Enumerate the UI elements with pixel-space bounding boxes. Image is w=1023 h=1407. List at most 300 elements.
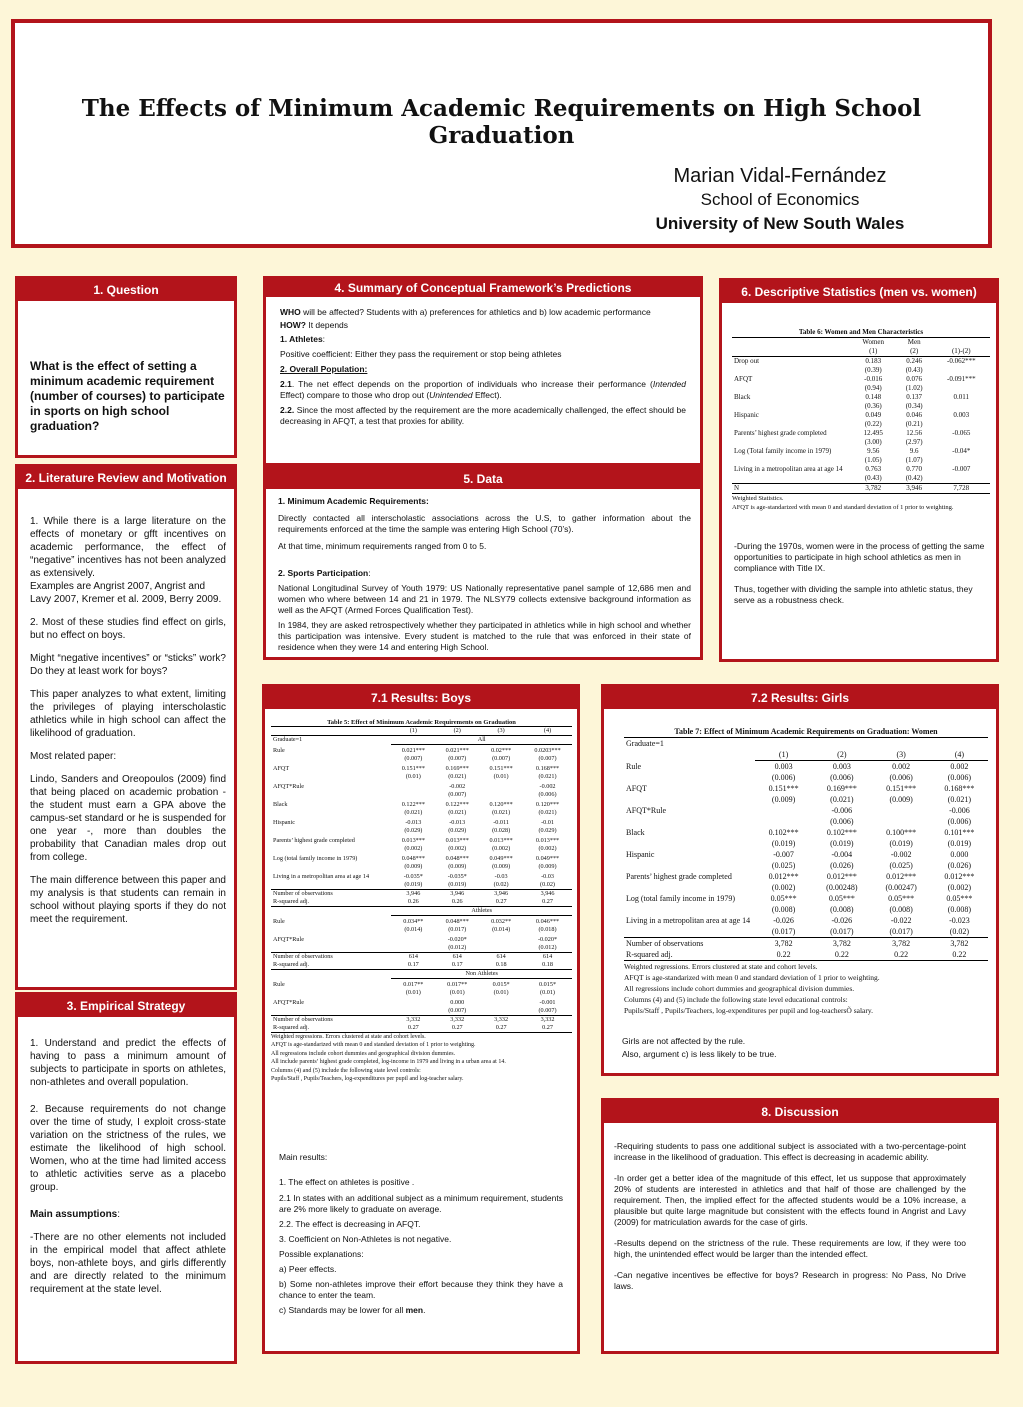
table7-value: -0.022 <box>890 916 912 925</box>
table6-se-row <box>732 474 990 484</box>
panel-results-boys <box>262 684 580 1354</box>
table7-se-row <box>624 882 988 893</box>
table5-se: (0.01) <box>449 989 465 996</box>
table6-value: 7,728 <box>933 484 990 494</box>
table-cell <box>271 791 391 799</box>
table5-value: 0.02*** <box>491 747 512 754</box>
table5-value: 0.049*** <box>489 855 513 862</box>
table5-se-row <box>271 827 572 835</box>
question-text: What is the effect of setting a minimum academic requirement (number of courses) to participate in sports on high school graduation? <box>30 359 225 433</box>
panel-question <box>15 276 237 458</box>
boys-main-results-title: Main results: <box>279 1152 328 1162</box>
table5-se: (0.002) <box>538 845 557 852</box>
table5-value <box>391 997 435 1007</box>
table7-se: (0.017) <box>830 927 854 936</box>
table5-row <box>271 997 572 1007</box>
literature-p2: 2. Most of these studies find effect on girls, but no effect on boys. <box>30 617 226 641</box>
table5-value: 0.013*** <box>445 837 469 844</box>
table7-value: 0.002 <box>950 762 969 771</box>
table7-note-5: Pupils/Staff , Pupils/Teachers, log-expenditures per pupil and log-teachersÕ salary. <box>624 1006 873 1015</box>
descriptive-p1: -During the 1970s, women were in the process of getting the same opportunities to participate in high school athletics as men in compliance with Title IX. <box>734 541 985 573</box>
table7-title: Table 7: Effect of Minimum Academic Requirements on Graduation: Women <box>674 727 938 736</box>
empirical-assumptions <box>30 1208 226 1221</box>
table6-se-row <box>732 420 990 429</box>
table5-se: (0.019) <box>448 881 467 888</box>
table5-value: 0.013*** <box>401 837 425 844</box>
table7-se: (0.006) <box>771 773 796 782</box>
table7-value: 0.012*** <box>944 872 975 881</box>
data-p2: At that time, minimum requirements ranged from 0 to 5. <box>278 541 487 551</box>
p21-intended: Intended <box>652 379 686 389</box>
table5-dep-label <box>271 907 391 916</box>
framework-how <box>280 320 686 331</box>
table6-se: (0.21) <box>905 420 923 428</box>
table5-obs: 3,946 <box>479 890 523 899</box>
table7-colnum: (4) <box>931 749 988 761</box>
table7-note-4: Columns (4) and (5) include the following state level educational controls: <box>624 995 848 1004</box>
boys-rc-line <box>279 1305 563 1316</box>
empirical-p1: 1. Understand and predict the effects of having to pass a minimum amount of subjects to participate in sports on athletes, non-athletes and overall population. <box>30 1038 226 1088</box>
table7-obs-row <box>624 938 988 950</box>
table7-value: -0.007 <box>773 850 794 859</box>
table6-value: -0.04* <box>952 447 971 455</box>
discussion-p3: -Results depend on the strictness of the rule. These requirements are low, if they were too high, the unintended effect would be larger than the intended effect. <box>614 1238 966 1259</box>
table5-value <box>391 934 435 944</box>
table5-obs-row <box>271 1016 572 1025</box>
table-cell <box>732 438 851 447</box>
p21-unintended: Unintended <box>429 390 473 400</box>
table6-row-label: Drop out <box>734 357 760 365</box>
table7-value: 0.169*** <box>826 784 857 793</box>
table-cell <box>624 794 755 805</box>
data-h2: 2. Sports Participation <box>278 568 369 578</box>
table7-value <box>755 805 812 816</box>
table7-value <box>872 805 931 816</box>
table5-note-3: All regressions include cohort dummies and geographical division dummies. <box>271 1050 456 1057</box>
athletes-label: 1. Athletes <box>280 334 323 344</box>
table6-colnum: (1)-(2) <box>933 347 990 357</box>
discussion-p4: -Can negative incentives be effective for boys? Research in progress: No Pass, No Drive laws. <box>614 1270 966 1291</box>
table5-value: -0.013 <box>449 819 466 826</box>
table6-value: -0.065 <box>952 429 971 437</box>
table5-obs-row <box>271 953 572 962</box>
table-cell <box>624 860 755 871</box>
table6-se-row <box>732 384 990 393</box>
table-cell <box>271 881 391 890</box>
table5-value: -0.013 <box>405 819 422 826</box>
table5-value: 0.122*** <box>401 801 425 808</box>
empirical-heading: 3. Empirical Strategy <box>18 995 234 1017</box>
table5-se: (0.02) <box>493 881 509 888</box>
table5-row-label: Living in a metropolitan area at age 14 <box>273 873 370 880</box>
table-cell <box>271 727 391 736</box>
table7-row <box>624 761 988 773</box>
table5-se: (0.01) <box>493 773 509 780</box>
table5-dep-label: Graduate=1 <box>271 736 391 745</box>
table5-value: -0.020* <box>537 936 558 943</box>
table6-se: (0.39) <box>864 366 882 374</box>
boys-r1: 1. The effect on athletes is positive . <box>279 1177 415 1187</box>
table5-se: (0.021) <box>404 809 423 816</box>
table7-r2: 0.22 <box>931 949 988 961</box>
table-cell <box>732 366 851 375</box>
table5-se-row <box>271 791 572 799</box>
table5-se: (0.007) <box>448 755 467 762</box>
table6-se: (0.36) <box>864 402 882 410</box>
table5-row <box>271 871 572 881</box>
table5-r2-row <box>271 898 572 907</box>
table5-se: (0.01) <box>405 989 421 996</box>
table5-value: 0.120*** <box>535 801 560 808</box>
table5-value: 0.015* <box>539 981 557 988</box>
table5-se: (0.01) <box>493 989 509 996</box>
table6-se: (0.42) <box>905 474 923 482</box>
table-cell <box>624 816 755 827</box>
table7-se: (0.019) <box>771 839 796 848</box>
table-cell <box>271 773 391 781</box>
table6-row-label: N <box>732 484 851 494</box>
table7-se-row <box>624 772 988 783</box>
table7-row <box>624 805 988 816</box>
table6-se: (3.00) <box>864 438 882 446</box>
boys-rc: c) Standards may be lower for all <box>279 1305 406 1315</box>
table5-value: -0.002 <box>539 783 556 790</box>
table-cell <box>271 827 391 835</box>
table5-value: 0.049*** <box>535 855 560 862</box>
table6-value: 9.6 <box>909 447 919 455</box>
table7-colnum: (1) <box>755 749 812 761</box>
table-cell <box>271 926 391 934</box>
table5-value: -0.001 <box>539 999 556 1006</box>
table7-colnum: (2) <box>812 749 871 761</box>
table5-value: 0.168*** <box>535 765 560 772</box>
table5-se: (0.002) <box>404 845 423 852</box>
table6-n-row <box>732 484 990 494</box>
table5-se: (0.01) <box>540 989 555 996</box>
table5-colnum: (2) <box>435 727 479 736</box>
table-cell <box>271 989 391 997</box>
table7-obs: 3,782 <box>931 938 988 950</box>
table7-value: -0.023 <box>949 916 970 925</box>
table5-se: (0.029) <box>538 827 557 834</box>
table-cell <box>624 749 755 761</box>
table7-value: 0.102*** <box>826 828 857 837</box>
table5-se: (0.029) <box>404 827 423 834</box>
table-cell <box>271 944 391 953</box>
table6-colnum: (1) <box>851 347 896 357</box>
table5-title: Table 5: Effect of Minimum Academic Requirements on Graduation <box>327 719 516 726</box>
panel-empirical-strategy <box>15 992 237 1364</box>
table7-se: (0.00247) <box>885 883 917 892</box>
table7-se: (0.009) <box>771 795 796 804</box>
table-cell <box>732 420 851 429</box>
table5-panel-header <box>271 907 572 916</box>
table6-se: (2.97) <box>905 438 923 446</box>
boys-r21: 2.1 In states with an additional subject as a minimum requirement, students are 2% more likely to graduate on average. <box>279 1193 563 1214</box>
table7-se-row <box>624 838 988 849</box>
table7-se-row <box>624 926 988 938</box>
table5-value: 0.120*** <box>489 801 513 808</box>
table5-se <box>479 944 523 953</box>
table5-value: 0.034** <box>403 918 424 925</box>
table7-se: (0.009) <box>889 795 913 804</box>
p21-end: Effect). <box>472 390 502 400</box>
table6-se: (0.94) <box>864 384 882 392</box>
table-cell <box>755 738 812 750</box>
table5-se: (0.002) <box>448 845 467 852</box>
table5-row <box>271 979 572 990</box>
table7-value: 0.100*** <box>886 828 917 837</box>
table7-se: (0.002) <box>771 883 796 892</box>
table7 <box>624 737 988 961</box>
table7-row-label: AFQT*Rule <box>626 806 666 815</box>
who-text: will be affected? Students with a) preferences for athletics and b) low academic performance <box>300 307 651 317</box>
table6-note-1: Weighted Statistics. <box>732 495 784 502</box>
table-cell <box>732 338 851 348</box>
girls-c1: Girls are not affected by the rule. <box>622 1036 746 1046</box>
table7-se: (0.017) <box>771 927 796 936</box>
table-cell <box>271 809 391 817</box>
table6-row <box>732 465 990 474</box>
table5-se: (0.028) <box>492 827 511 834</box>
table7-obs-label: Number of observations <box>624 938 755 950</box>
girls-conclusions <box>622 1035 986 1061</box>
literature-p7: The main difference between this paper and my analysis is that students can remain in school without playing sports if they do not meet the requirement. <box>30 875 226 925</box>
table6-value: 0.183 <box>865 357 882 365</box>
table5-value: 0.048*** <box>445 855 469 862</box>
athletes-colon: : <box>322 334 326 344</box>
table5-note-2: AFQT is age-standarized with mean 0 and standard deviation of 1 prior to weighting. <box>271 1042 476 1049</box>
table5-colnum: (1) <box>391 727 435 736</box>
table5-se-row <box>271 989 572 997</box>
table6-row-label: AFQT <box>734 375 753 383</box>
table5-row <box>271 799 572 809</box>
table5-note-1: Weighted regressions. Errors clustered at state and cohort levels. <box>271 1034 426 1040</box>
table5-value: 0.151*** <box>489 765 513 772</box>
table6-se <box>933 384 990 393</box>
table6-value: -0.091*** <box>947 375 976 383</box>
table7-se: (0.008) <box>771 905 796 914</box>
table6-value: 9.56 <box>867 447 880 455</box>
table5-panel-name: All <box>391 736 572 745</box>
table5-row-label: AFQT*Rule <box>273 999 304 1006</box>
descriptive-text <box>734 541 986 606</box>
table6-row-label: Black <box>734 393 751 401</box>
table5-row-label: Parents’ highest grade completed <box>273 837 355 844</box>
table6-value: 0.046 <box>906 411 923 419</box>
table7-se: (0.017) <box>889 927 913 936</box>
boys-r3: 3. Coefficient on Non-Athletes is not negative. <box>279 1234 452 1244</box>
data-h2-line <box>278 568 691 579</box>
table6-value: 0.049 <box>865 411 882 419</box>
table7-se: (0.008) <box>889 905 913 914</box>
framework-text <box>280 307 686 427</box>
table5-row <box>271 916 572 927</box>
table7-row <box>624 827 988 838</box>
table7-value: -0.006 <box>831 806 853 815</box>
table7-row-label: Rule <box>626 761 642 771</box>
table7-se: (0.002) <box>947 883 972 892</box>
table7-value: 0.151*** <box>768 784 799 793</box>
table5-value: -0.035* <box>403 873 423 880</box>
table5-value: 0.169*** <box>445 765 469 772</box>
table-cell <box>271 1007 391 1016</box>
table7-value: 0.012*** <box>826 872 857 881</box>
table7-value: -0.004 <box>831 850 853 859</box>
table6-se-row <box>732 456 990 465</box>
table5-obs: 614 <box>435 953 479 962</box>
table5-r2: 0.17 <box>435 961 479 970</box>
table6 <box>732 337 990 494</box>
table5-se-row <box>271 755 572 763</box>
table5-value: 0.013*** <box>535 837 560 844</box>
table7-se: (0.021) <box>947 795 972 804</box>
table5-obs: 3,332 <box>435 1016 479 1025</box>
table7-colnum: (3) <box>872 749 931 761</box>
author-school: School of Economics <box>700 190 860 209</box>
table5-row-label: AFQT*Rule <box>273 783 304 790</box>
table7-se: (0.008) <box>830 905 854 914</box>
table5-row-label: Black <box>273 801 288 808</box>
boys-rb: b) Some non-athletes improve their effort because they think they have a chance to enter the team. <box>279 1279 563 1300</box>
table5-panel-name: Athletes <box>391 907 572 916</box>
table7-r2-row <box>624 949 988 961</box>
literature-text <box>30 515 226 932</box>
girls-table-wrap <box>624 727 988 1016</box>
discussion-text <box>614 1141 966 1292</box>
table7-se: (0.00248) <box>826 883 858 892</box>
table7-note-3: All regressions include cohort dummies and geographical division dummies. <box>624 984 855 993</box>
assumptions-colon: : <box>117 1209 121 1220</box>
table7-value: -0.026 <box>831 916 853 925</box>
table5-se <box>391 791 435 799</box>
table-cell <box>812 738 871 750</box>
table6-row <box>732 447 990 456</box>
table5-obs: 3,946 <box>391 890 435 899</box>
table5-r2: 0.17 <box>391 961 435 970</box>
table7-value: 0.102*** <box>768 828 799 837</box>
table5-se: (0.009) <box>448 863 467 870</box>
table5-row <box>271 763 572 773</box>
how-label: HOW? <box>280 320 306 330</box>
table5-obs: 3,946 <box>523 890 572 899</box>
table6-value: 0.137 <box>906 393 923 401</box>
table7-se: (0.006) <box>830 817 854 826</box>
table6-group-header <box>933 338 990 348</box>
table5-row <box>271 835 572 845</box>
table5-note-4: All include parents’ highest grade completed, log-income in 1979 and living in a urban area at 14. <box>271 1059 506 1066</box>
table7-value: 0.05*** <box>888 894 915 903</box>
table5-row-label: AFQT*Rule <box>273 936 304 943</box>
p21-text: . The net effect depends on the proportion of individuals who increase their performance ( <box>291 379 653 389</box>
table6-se: (0.22) <box>864 420 882 428</box>
table5-r2: 0.27 <box>479 898 523 907</box>
who-label: WHO <box>280 307 301 317</box>
boys-ra: a) Peer effects. <box>279 1264 337 1274</box>
table5-value: 0.048*** <box>445 918 469 925</box>
descriptive-table-wrap <box>732 328 990 512</box>
table5-se <box>479 791 523 799</box>
table6-se: (0.43) <box>905 366 923 374</box>
table5-panel-header <box>271 970 572 979</box>
table6-row <box>732 375 990 384</box>
table5-obs-label: Number of observations <box>271 1016 391 1025</box>
table5-se: (0.007) <box>538 755 557 762</box>
table5 <box>271 726 572 1033</box>
table5-se: (0.012) <box>538 944 557 951</box>
table6-se <box>933 366 990 375</box>
boys-main-results <box>279 1152 563 1316</box>
table-cell <box>732 456 851 465</box>
table5-r2-label: R-squared adj. <box>271 898 391 907</box>
table7-se: (0.025) <box>771 861 796 870</box>
table5-value: -0.020* <box>447 936 467 943</box>
table7-obs: 3,782 <box>872 938 931 950</box>
table7-se-row <box>624 904 988 915</box>
table6-colnum-row <box>732 347 990 357</box>
table5-r2-label: R-squared adj. <box>271 961 391 970</box>
table5-r2: 0.27 <box>435 1024 479 1033</box>
framework-p22 <box>280 405 686 427</box>
table5-se: (0.021) <box>448 773 467 780</box>
table6-value: 0.011 <box>953 393 970 401</box>
table5-colnum: (3) <box>479 727 523 736</box>
table5-row <box>271 934 572 944</box>
table7-r2: 0.22 <box>755 949 812 961</box>
table6-row-label: Living in a metropolitan area at age 14 <box>734 465 843 473</box>
data-h1: 1. Minimum Academic Requirements: <box>278 496 429 506</box>
table6-se-row <box>732 402 990 411</box>
table6-row-label: Log (Total family income in 1979) <box>734 447 832 455</box>
table5-se: (0.012) <box>448 944 467 951</box>
table7-obs: 3,782 <box>812 938 871 950</box>
table-cell <box>872 738 931 750</box>
table6-value: 3,782 <box>851 484 896 494</box>
table6-se: (1.02) <box>905 384 923 392</box>
table6-value: 12.56 <box>906 429 923 437</box>
table5-value: 0.151*** <box>401 765 425 772</box>
table5-r2: 0.27 <box>479 1024 523 1033</box>
table5-value: 0.122*** <box>445 801 469 808</box>
table7-row <box>624 871 988 882</box>
table7-value: 0.05*** <box>828 894 855 903</box>
table5-value: -0.011 <box>493 819 509 826</box>
table6-row <box>732 429 990 438</box>
table5-value <box>479 997 523 1007</box>
table5-r2-row <box>271 961 572 970</box>
table5-se-row <box>271 809 572 817</box>
table-cell <box>732 347 851 357</box>
table7-value: 0.168*** <box>944 784 975 793</box>
table7-value: 0.05*** <box>946 894 973 903</box>
literature-p6: Lindo, Sanders and Oreopoulos (2009) find that being placed on academic probation - the student must earn a GPA above the campus-set standard or he is suspended for one year -, more than doubles the probability that Canadian males drop out from college. <box>30 774 226 863</box>
table6-note-2: AFQT is age-standarized with mean 0 and standard deviation of 1 prior to weighting. <box>732 504 954 511</box>
framework-athletes <box>280 334 686 345</box>
discussion-p1: -Requiring students to pass one additional subject is associated with a two-percentage-point increase in the likelihood of graduation. This effect is decreasing in academic ability. <box>614 1141 966 1162</box>
how-text: It depends <box>305 320 349 330</box>
table5-row <box>271 853 572 863</box>
table6-header-row <box>732 338 990 348</box>
table7-se: (0.006) <box>947 773 972 782</box>
table-cell <box>931 738 988 750</box>
table6-value: -0.062*** <box>947 357 976 365</box>
table5-dep-label <box>271 970 391 979</box>
table7-se-row <box>624 794 988 805</box>
table5-obs: 3,332 <box>479 1016 523 1025</box>
table5-r2: 0.27 <box>391 1024 435 1033</box>
panel-descriptive <box>719 278 999 662</box>
table5-value: 0.015* <box>492 981 510 988</box>
